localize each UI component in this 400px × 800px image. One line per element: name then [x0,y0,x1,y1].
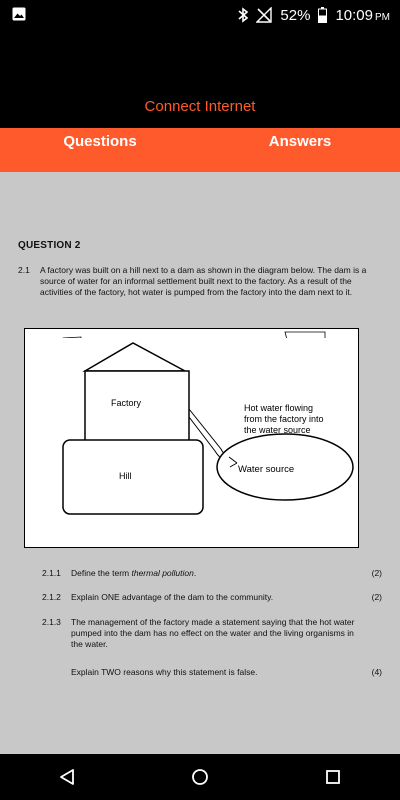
hot-water-label-line-1: Hot water flowing [244,403,314,413]
sub-question-number: 2.1.1 [42,568,61,578]
marks-label: (2) [371,568,382,578]
factory-diagram [25,329,358,547]
hot-water-label-line-2: from the factory into [244,414,324,424]
tab-answers[interactable]: Answers [268,133,332,150]
water-source-label: Water source [238,464,295,475]
status-bar [0,0,400,30]
hill-label: Hill [119,471,132,481]
home-button[interactable] [180,757,220,797]
navigation-bar [0,754,400,800]
recents-icon [325,769,341,785]
hot-water-label-line-3: the water source [244,425,311,435]
tab-bar [0,128,400,172]
question-title: QUESTION 2 [18,240,81,251]
sub-question-text: Define the term thermal pollution. [71,568,197,578]
question-document [18,240,386,298]
no-signal-icon [256,7,272,23]
sub-question-text: Explain ONE advantage of the dam to the community. [71,592,274,602]
marks-label: (2) [371,592,382,602]
question-content[interactable] [0,172,400,754]
app-title: Connect Internet [144,98,256,115]
sub-question-text: The management of the factory made a statement saying that the hot water pumped into the dam has no effect on the water and the living organisms in the water. [71,617,355,649]
app-bar [0,30,400,128]
home-icon [191,768,209,786]
bluetooth-icon [238,7,248,23]
tab-questions[interactable]: Questions [63,133,137,150]
recents-button[interactable] [313,757,353,797]
back-button[interactable] [47,757,87,797]
question-number: 2.1 [18,265,30,275]
battery-percent: 52% [280,6,311,24]
sub-question-instruction: Explain TWO reasons why this statement is false. [71,667,258,677]
factory-label: Factory [111,398,142,408]
sub-question-number: 2.1.3 [42,617,61,627]
back-icon [58,768,76,786]
marks-label: (4) [371,667,382,677]
sub-question-number: 2.1.2 [42,592,61,602]
image-icon [12,7,26,26]
diagram [24,328,359,548]
battery-icon [318,7,327,23]
question-text: A factory was built on a hill next to a dam as shown in the diagram below. The dam is a source of water for an informal settlement built next to the factory. As a result of the activities of the factory, hot water is pumped from the factory into the dam next to it. [40,265,367,297]
clock: 10:09 PM [335,6,390,24]
hill-shape [63,440,203,514]
